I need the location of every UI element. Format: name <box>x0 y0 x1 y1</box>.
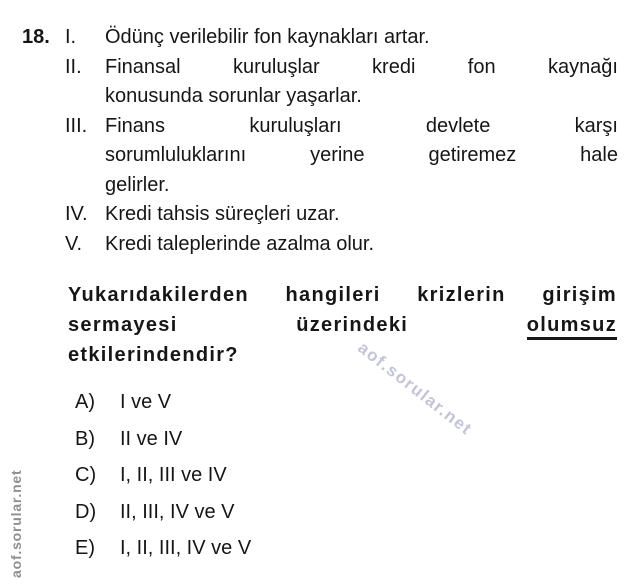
statement-line: Finansal kuruluşlar kredi fon kaynağı <box>105 55 618 78</box>
option-d[interactable] <box>75 502 251 523</box>
option-text: II, III, IV ve V <box>120 500 235 523</box>
statement-text <box>105 112 618 201</box>
statement-numeral: V. <box>65 232 83 255</box>
statement-text <box>105 230 618 260</box>
option-letter: B) <box>75 427 95 450</box>
statement-text <box>105 53 618 112</box>
statement-text <box>105 23 618 53</box>
statement-numeral: IV. <box>65 203 88 225</box>
statement-line: Kredi taleplerinde azalma olur. <box>105 232 375 255</box>
option-letter: D) <box>75 500 97 523</box>
option-letter: A) <box>75 391 95 413</box>
statement-numeral: II. <box>65 55 82 78</box>
answer-options <box>75 392 251 559</box>
option-letter: C) <box>75 464 97 486</box>
question-line-3: etkilerindendir? <box>68 344 239 366</box>
option-a[interactable] <box>75 392 251 413</box>
statement-line: Kredi tahsis süreçleri uzar. <box>105 203 340 225</box>
question-stem <box>68 280 617 370</box>
watermark-left-vertical: aof.sorular.net <box>8 469 24 578</box>
statements-list <box>65 23 618 259</box>
option-text: I, II, III ve IV <box>120 464 227 486</box>
underlined-word: olumsuz <box>527 314 617 340</box>
statement-row-5 <box>65 230 618 260</box>
statement-row-2 <box>65 53 618 112</box>
option-c[interactable] <box>75 465 251 486</box>
statement-line: konusunda sorunlar yaşarlar. <box>105 85 362 107</box>
question-line-1: Yukarıdakilerden hangileri krizlerin girişim <box>68 284 617 306</box>
statement-line: sorumluluklarını yerine getiremez hale <box>105 144 618 166</box>
watermark-diagonal: aof.sorular.net <box>354 338 477 439</box>
option-letter: E) <box>75 537 95 559</box>
option-text: I, II, III, IV ve V <box>120 537 252 559</box>
statement-numeral: I. <box>65 26 77 48</box>
option-text: I ve V <box>120 391 172 413</box>
statement-line: gelirler. <box>105 173 170 196</box>
option-e[interactable] <box>75 538 251 559</box>
statement-line: Finans kuruluşları devlete karşı <box>105 114 618 137</box>
statement-text <box>105 200 618 230</box>
question-number: 18. <box>22 26 50 48</box>
statement-row-4 <box>65 200 618 230</box>
statement-numeral: III. <box>65 114 88 137</box>
statement-line: Ödünç verilebilir fon kaynakları artar. <box>105 26 430 48</box>
question-line-2 <box>68 310 617 340</box>
statement-row-1 <box>65 23 618 53</box>
statement-row-3 <box>65 112 618 201</box>
option-b[interactable] <box>75 429 251 450</box>
question-line-2-text: sermayesi üzerindeki <box>68 314 409 336</box>
option-text: II ve IV <box>120 427 183 450</box>
